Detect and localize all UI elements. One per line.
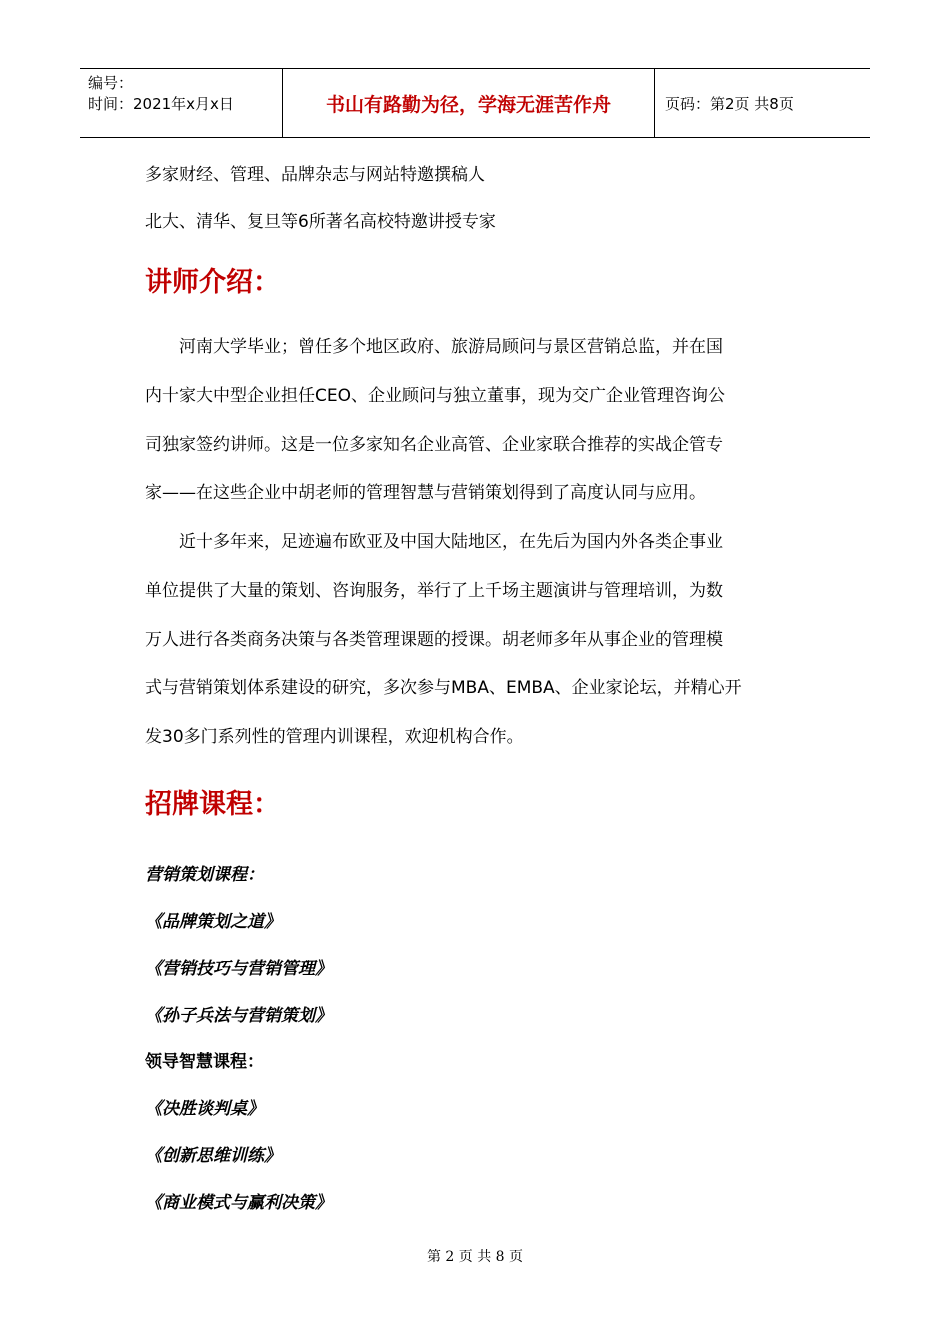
lecturer-section-title: 讲师介绍：	[145, 267, 280, 298]
page-header	[80, 68, 870, 138]
course-item: 《孙子兵法与营销策划》	[145, 1006, 332, 1026]
paragraph-line: 式与营销策划体系建设的研究，多次参与MBA、EMBA、企业家论坛，并精心开	[145, 678, 742, 699]
paragraph-line: 内十家大中型企业担任CEO、企业顾问与独立董事，现为交广企业管理咨询公	[145, 385, 725, 406]
header-meta	[80, 69, 282, 137]
paragraph-line: 单位提供了大量的策划、咨询服务，举行了上千场主题演讲与管理培训，为数	[145, 580, 723, 601]
lecturer-paragraph-2	[145, 518, 805, 762]
paragraph-line: 家——在这些企业中胡老师的管理智慧与营销策划得到了高度认同与应用。	[145, 483, 706, 504]
paragraph-line: 发30多门系列性的管理内训课程，欢迎机构合作。	[145, 727, 524, 748]
header-date: 时间：2021年x月x日	[88, 95, 234, 113]
course-item: 《创新思维训练》	[145, 1146, 281, 1166]
paragraph-line: 司独家签约讲师。这是一位多家知名企业高管、企业家联合推荐的实战企管专	[145, 434, 723, 455]
course-category-marketing: 营销策划课程：	[145, 865, 264, 885]
course-item: 《品牌策划之道》	[145, 912, 281, 932]
intro-line: 北大、清华、复旦等6所著名高校特邀讲授专家	[145, 212, 496, 232]
paragraph-line: 河南大学毕业；曾任多个地区政府、旅游局顾问与景区营销总监，并在国	[145, 337, 723, 357]
header-page-number: 页码：第2页 共8页	[665, 94, 794, 113]
header-number: 编号：	[88, 74, 134, 92]
course-category-leadership: 领导智慧课程：	[145, 1052, 264, 1072]
paragraph-line: 万人进行各类商务决策与各类管理课题的授课。胡老师多年从事企业的管理模	[145, 629, 723, 650]
courses-section-title: 招牌课程：	[145, 789, 280, 820]
course-item: 《商业模式与赢利决策》	[145, 1193, 332, 1213]
course-item: 《决胜谈判桌》	[145, 1099, 264, 1119]
header-motto: 书山有路勤为径，学海无涯苦作舟	[282, 69, 655, 137]
intro-line: 多家财经、管理、品牌杂志与网站特邀撰稿人	[145, 165, 485, 185]
course-item: 《营销技巧与营销管理》	[145, 959, 332, 979]
lecturer-paragraph-1	[145, 323, 805, 518]
page-footer: 第 2 页 共 8 页	[426, 1249, 524, 1265]
paragraph-line: 近十多年来，足迹遍布欧亚及中国大陆地区，在先后为国内外各类企事业	[145, 532, 723, 552]
